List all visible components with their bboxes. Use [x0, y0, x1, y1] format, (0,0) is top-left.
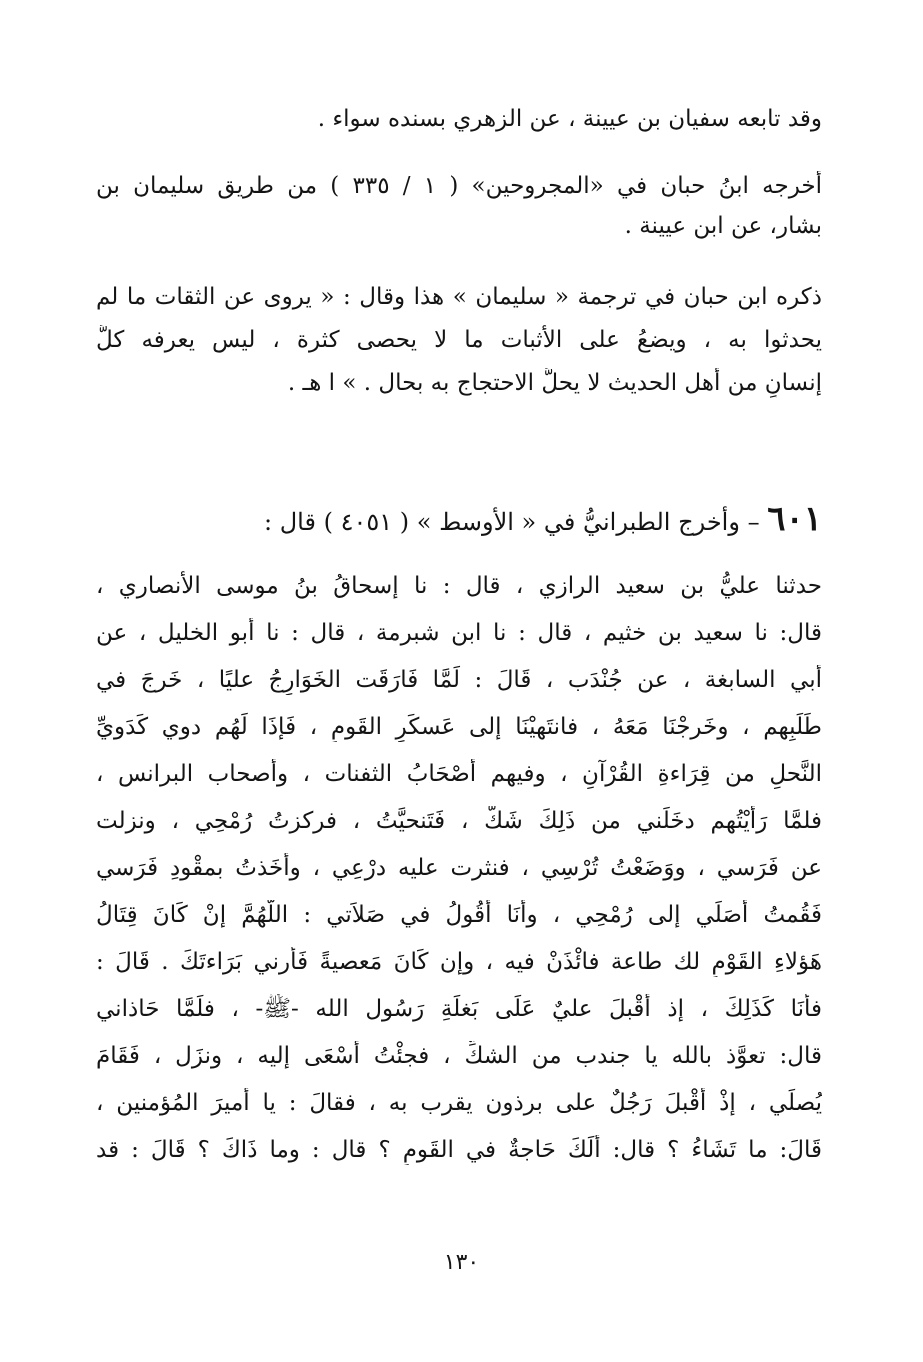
hadith-number: ٦٠١ — [767, 499, 822, 539]
hadith-line: فأنَا كَذَلِكَ ، إذ أقْبلَ عليٌ عَلَى بَغلَةِ رَسُول الله -ﷺ- ، فلَمَّا حَاذاني — [96, 996, 822, 1022]
hadith-heading — [96, 499, 822, 539]
page-number: ١٣٠ — [443, 1250, 480, 1275]
hadith-heading-line — [96, 499, 822, 539]
paragraph-tarjama — [96, 282, 822, 398]
hadith-line: فَقُمتُ أُصَلِّي إلى رُمْحِي ، وأنَا أقُولُ في صَلاَتي : اللَّهُمَّ إنْ كَانَ قِتَالُ — [96, 902, 822, 928]
paragraph-mutabaah — [96, 104, 822, 134]
text-line: وقد تابعه سفيان بن عيينة ، عن الزهري بسنده سواء . — [317, 106, 822, 132]
hadith-line: فلمَّا رَأيْتُهم دخَلَني من ذَلِكَ شَكٌّ ، فَتَنحيَّتُ ، فركزتُ رُمْحِي ، ونزلت — [96, 808, 822, 834]
paragraph-takhrij-ibn-hibban — [96, 171, 822, 241]
hadith-line: قَالَ: ما تَشَاءُ ؟ قال: أَلَكَ حَاجةٌ في القَومِ ؟ قال : وما ذَاكَ ؟ قَالَ : قد — [96, 1137, 822, 1163]
text-line: يحدثوا به ، ويضعُ على الأثبات ما لا يحصى كثرة ، ليس يعرفه كلُّ — [96, 327, 822, 353]
hadith-text — [96, 571, 822, 1165]
hadith-line: هَؤلاءِ القَوْمِ لك طاعة فائْذَنْ فيه ، وإن كَانَ مَعصيةً فَأرني بَرَاءتَكَ . قَالَ : — [96, 949, 822, 975]
hadith-line: يُصلِّي ، إذْ أقْبلَ رَجُلٌ على برذون يقرب به ، فقالَ : يا أميرَ المُؤمنين ، — [96, 1090, 822, 1116]
text-line: إنسانٍ من أهل الحديث لا يحلُّ الاحتجاج به بحال . » ا هـ . — [287, 370, 822, 396]
hadith-line: النَّحلِ من قِرَاءةِ القُرْآنِ ، وفيهم أصْحَابُ الثفنات ، وأصحاب البرانس ، — [96, 761, 822, 787]
hadith-line: طَلَبِهم ، وخَرجْنَا مَعَهُ ، فانتَهيْنَا إلى عَسكَرِ القَومِ ، فَإذَا لَهُم دوي كَدَويِّ — [96, 714, 822, 740]
hadith-line: قال: نا سعيد بن خثيم ، قال : نا ابن شبرمة ، قال : نا أبو الخليل ، عن — [96, 620, 822, 646]
hadith-line: أبي السابغة ، عن جُنْدَب ، قَالَ : لَمَّا فَارَقَت الخَوَارِجُ عليًا ، خَرجَ في — [96, 667, 822, 693]
hadith-line: عن فَرَسي ، ووَضَعْتُ تُرْسِي ، فنثرت عليه درْعِي ، وأخَذتُ بمقْودِ فَرَسي — [96, 855, 822, 881]
hadith-heading-text: – وأخرج الطبرانيُّ في « الأوسط » ( ٤٠٥١ ) قال : — [264, 508, 760, 536]
text-line: بشار، عن ابن عيينة . — [624, 213, 822, 239]
hadith-line: قال: تعوَّذ بالله يا جندب من الشكِّ ، فجئْتُ أسْعَى إليه ، ونزَل ، فَقَامَ — [96, 1043, 822, 1069]
hadith-line: حدثنا عليُّ بن سعيد الرازي ، قال : نا إسحاقُ بنُ موسى الأنصاري ، — [96, 573, 822, 599]
text-line: أخرجه ابنُ حبان في «المجروحين» ( ١ / ٣٣٥ ) من طريق سليمان بن — [96, 173, 822, 199]
text-line: ذكره ابن حبان في ترجمة « سليمان » هذا وقال : « يروى عن الثقات ما لم — [96, 284, 822, 310]
